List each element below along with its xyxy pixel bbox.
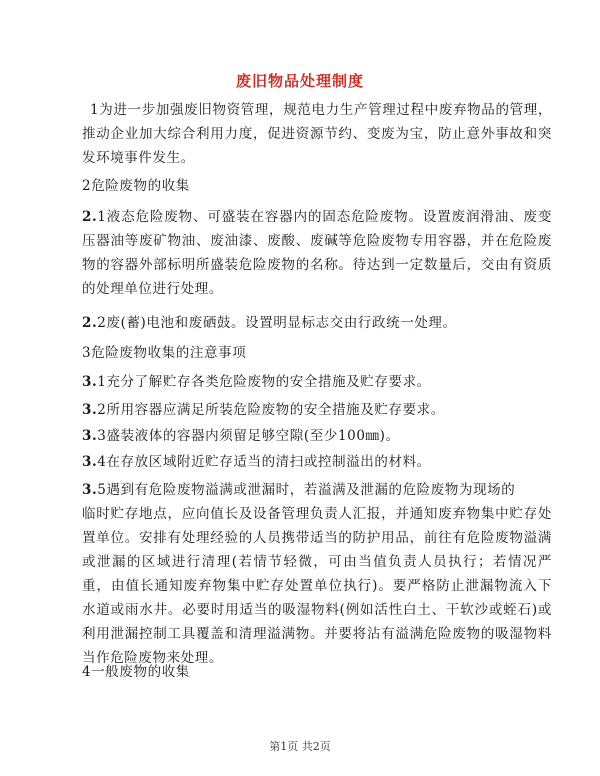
paragraph-3-2: [82, 398, 552, 422]
paragraph-3-5: [82, 478, 552, 502]
section-2-heading: 2危险废物的收集: [82, 178, 190, 194]
paragraph-3-2-text: 2所用容器应满足所装危险废物的安全措施及贮存要求。: [97, 402, 445, 418]
paragraph-2-2: [82, 311, 552, 335]
paragraph-3-5-text: 5遇到有危险废物溢满或泄漏时，若溢满及泄漏的危险废物为现场的: [97, 482, 516, 498]
paragraph-2-1: [82, 205, 552, 301]
section-4-heading: 4一般废物的收集: [82, 664, 190, 680]
document-title: 废旧物品处理制度: [235, 72, 364, 90]
page-footer: 第1页 共2页: [269, 740, 331, 753]
paragraph-3-1-text: 1充分了解贮存各类危险废物的安全措施及贮存要求。: [97, 374, 431, 390]
paragraph-3-3-number: 3.: [82, 428, 98, 444]
paragraph-2-2-number: 2.: [82, 315, 98, 331]
paragraph-3-5-number: 3.: [82, 482, 98, 498]
paragraph-2-1-number: 2.: [82, 209, 98, 225]
paragraph-3-4: [82, 450, 552, 474]
paragraph-3-5-continuation: 临时贮存地点，应向值长及设备管理负责人汇报，并通知废弃物集中贮存处置单位。安排有处理经验的人员携带适当的防护用品，前往有危险废物溢满或泄漏的区域进行清理(若情节轻微，可由当值负责人员执行；若情况严重，由值长通知废弃物集中贮存处置单位执行)。要严格防止泄漏物流入下水道或雨水井。必要时用适当的吸湿物料(例如活性白土、干软沙或蛭石)或利用泄漏控制工具覆盖和清理溢满物。并要将沾有溢满危险废物的吸湿物料当作危险废物来处理。: [82, 506, 552, 666]
paragraph-intro: 1为进一步加强废旧物资管理，规范电力生产管理过程中废弃物品的管理，推动企业加大综合利用力度，促进资源节约、变废为宝，防止意外事故和突发环境事件发生。: [82, 102, 552, 166]
paragraph-3-4-number: 3.: [82, 454, 98, 470]
paragraph-3-2-number: 3.: [82, 402, 98, 418]
paragraph-2-2-text: 2废(蓄)电池和废硒鼓。设置明显标志交由行政统一处理。: [97, 315, 457, 331]
paragraph-3-1-number: 3.: [82, 374, 98, 390]
paragraph-3-1: [82, 370, 552, 394]
paragraph-3-4-text: 4在存放区域附近贮存适当的清扫或控制溢出的材料。: [97, 454, 431, 470]
paragraph-3-3: [82, 424, 552, 448]
paragraph-3-3-text: 3盛装液体的容器内须留足够空隙(至少100㎜)。: [97, 428, 400, 444]
paragraph-2-1-text: 1液态危险废物、可盛装在容器内的固态危险废物。设置废润滑油、废变压器油等废矿物油、废油漆、废酸、废碱等危险废物专用容器，并在危险废物的容器外部标明所盛装危险废物的名称。待达到一定数量后，交由有资质的处理单位进行处理。: [82, 209, 552, 297]
section-3-heading: 3危险废物收集的注意事项: [82, 345, 247, 361]
